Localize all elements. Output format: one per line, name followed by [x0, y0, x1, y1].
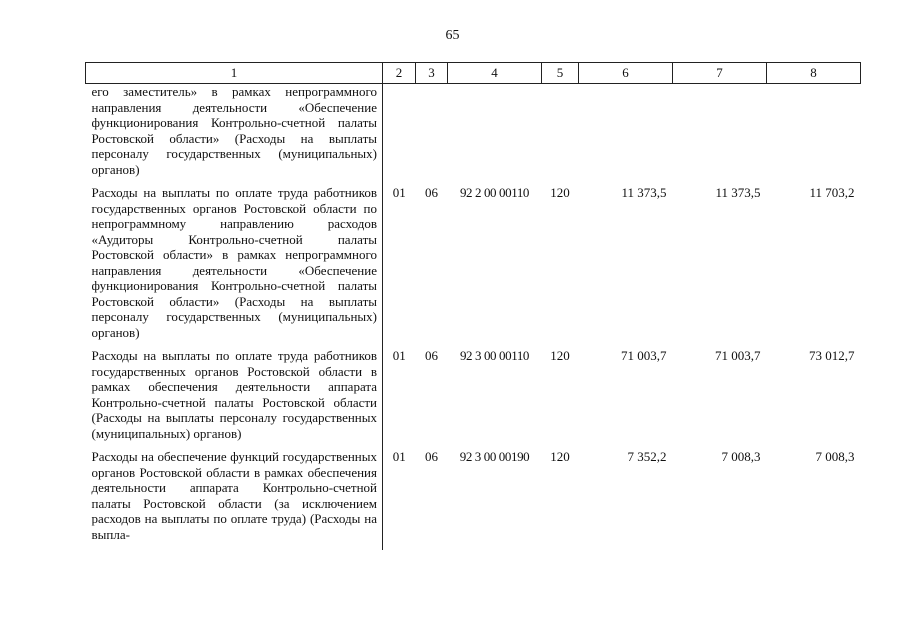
row-expense-type-code: 120	[550, 348, 570, 363]
row-target-article-code: 92 3 00 00190	[459, 449, 530, 464]
row-amount-col8: 7 008,3	[815, 449, 855, 464]
column-header-6: 6	[579, 63, 673, 84]
row-target-article-code: 92 3 00 00110	[459, 348, 530, 363]
column-header-7: 7	[673, 63, 767, 84]
row-amount-col6: 11 373,5	[621, 185, 667, 200]
column-header-5: 5	[542, 63, 579, 84]
continuation-description: его заместитель» в рамках непрограммного направления деятельности «Обеспечение функционирования Контрольно-счетной палаты Ростовской области» (Расходы на выплаты персоналу государственных (муниципальных) органов)	[86, 84, 383, 186]
row-section-code: 01	[392, 185, 406, 200]
row-subsection-code: 06	[425, 185, 438, 200]
column-number-header	[86, 63, 861, 84]
row-amount-col6: 7 352,2	[627, 449, 667, 464]
row-amount-col7: 11 373,5	[715, 185, 761, 200]
row-expense-type-code: 120	[550, 185, 570, 200]
column-header-3: 3	[416, 63, 448, 84]
row-expense-type-code: 120	[550, 449, 570, 464]
budget-table	[85, 62, 861, 550]
row-target-article-code: 92 2 00 00110	[459, 185, 530, 200]
column-header-1: 1	[86, 63, 383, 84]
row-section-code: 01	[392, 449, 406, 464]
table-row	[86, 348, 861, 449]
page-number: 65	[445, 28, 460, 43]
column-header-4: 4	[448, 63, 542, 84]
row-amount-col8: 11 703,2	[809, 185, 855, 200]
row-description: Расходы на обеспечение функций государственных органов Ростовской области в рамках обеспечения деятельности аппарата Контрольно-счетной палаты Ростовской области (за исключением расходов на выплаты по оплате труда) (Расходы на выпла-	[86, 449, 383, 550]
row-description: Расходы на выплаты по оплате труда работников государственных органов Ростовской области в рамках обеспечения деятельности аппарата Контрольно-счетной палаты Ростовской области (Расходы на выплаты персоналу государственных (муниципальных) органов)	[86, 348, 383, 449]
column-header-2: 2	[383, 63, 416, 84]
row-subsection-code: 06	[425, 449, 438, 464]
row-section-code: 01	[392, 348, 406, 363]
row-amount-col7: 71 003,7	[715, 348, 761, 363]
row-amount-col7: 7 008,3	[721, 449, 761, 464]
table-row-continuation	[86, 84, 861, 186]
row-amount-col6: 71 003,7	[621, 348, 667, 363]
row-subsection-code: 06	[425, 348, 438, 363]
table-row	[86, 185, 861, 348]
row-amount-col8: 73 012,7	[809, 348, 855, 363]
row-description: Расходы на выплаты по оплате труда работников государственных органов Ростовской области по непрограммному направлению расходов «Аудиторы Контрольно-счетной палаты Ростовской области» в рамках непрограммного направления деятельности «Обеспечение функционирования Контрольно-счетной палаты Ростовской области» (Расходы на выплаты персоналу государственных (муниципальных) органов)	[86, 185, 383, 348]
table-row	[86, 449, 861, 550]
column-header-8: 8	[767, 63, 861, 84]
